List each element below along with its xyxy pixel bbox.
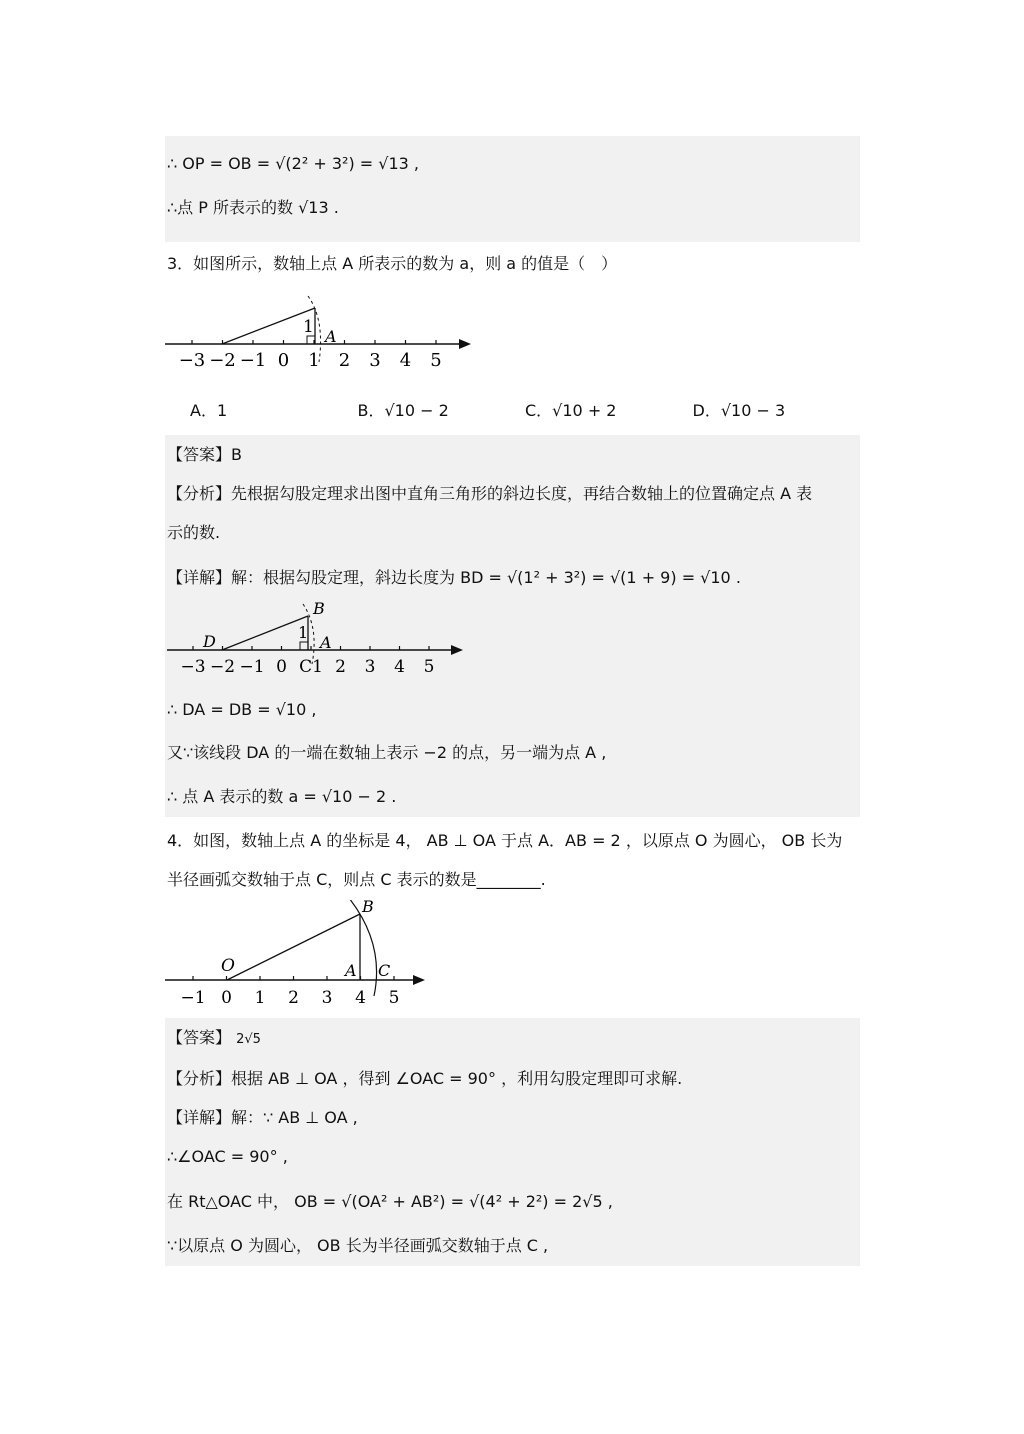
label-point-o: O (221, 956, 235, 976)
label-one: 1 (298, 623, 309, 642)
tick-label: 4 (394, 657, 405, 677)
label-point-a: A (345, 961, 357, 980)
choice-a[interactable]: A．1 (190, 401, 228, 420)
answer-line (167, 1028, 860, 1050)
solution-block-3 (165, 1018, 860, 1266)
tick-label: 2 (338, 350, 351, 371)
solution-line: ∴ 点 A 表示的数 a = √10 − 2 . (167, 787, 397, 806)
analysis-line-2: 示的数. (167, 523, 221, 542)
detail-line: 【详解】解：根据勾股定理，斜边长度为 BD = √(1² + 3²) = √(1 + 9) = √10 . (167, 568, 741, 587)
label-one: 1 (303, 317, 314, 337)
solution-block-2 (165, 435, 860, 817)
tick-label: 1 (308, 350, 320, 371)
solution-line: ∴∠OAC = 90° , (167, 1147, 288, 1166)
tick-label: −1 (239, 350, 267, 371)
solution-line: 又∵该线段 DA 的一端在数轴上表示 −2 的点，另一端为点 A , (167, 743, 607, 762)
tick-label: 1 (254, 988, 266, 1008)
label-point-c: C (378, 961, 391, 980)
text-line-prefix: ∴点 P 所表示的数 (167, 198, 294, 217)
solution-line: ∴ DA = DB = √10 , (167, 700, 317, 719)
tick-label: 4 (355, 988, 366, 1008)
question-4-stem-2: 半径画弧交数轴于点 C，则点 C 表示的数是________. (167, 870, 546, 889)
solution-block-1 (165, 136, 860, 242)
tick-label: −1 (180, 988, 206, 1008)
tick-label: −2 (209, 350, 236, 371)
tick-label: −3 (180, 657, 206, 677)
question-4-stem-1: 4．如图，数轴上点 A 的坐标是 4， AB ⊥ OA 于点 A．AB = 2 ，以原点 O 为圆心， OB 长为 (167, 831, 843, 850)
choice-b[interactable]: B．√10 − 2 (357, 401, 449, 420)
detail-line: 【详解】解：∵ AB ⊥ OA , (167, 1108, 358, 1127)
analysis-line-1: 【分析】先根据勾股定理求出图中直角三角形的斜边长度，再结合数轴上的位置确定点 A 表 (167, 484, 813, 503)
tick-label: C1 (299, 657, 323, 677)
question-3-stem: 3．如图所示，数轴上点 A 所表示的数为 a，则 a 的值是（ ） (167, 254, 618, 273)
tick-label: −1 (239, 657, 265, 677)
choice-d[interactable]: D．√10 − 3 (692, 401, 786, 420)
label-point-a: A (325, 327, 337, 346)
answer-value: 2√5 (236, 1032, 261, 1047)
tick-label: 0 (277, 350, 290, 371)
solution-line: 在 Rt△OAC 中， OB = √(OA² + AB²) = √(4² + 2²) = 2√5 , (167, 1192, 613, 1211)
solution-line: ∵以原点 O 为圆心， OB 长为半径画弧交数轴于点 C , (167, 1236, 549, 1255)
text-line: ∴ OP = OB = √(2² + 3²) = √13 , (167, 154, 419, 173)
text-line (167, 198, 860, 218)
analysis-line: 【分析】根据 AB ⊥ OA ，得到 ∠OAC = 90° ，利用勾股定理即可求解. (167, 1069, 683, 1088)
answer-3-figure (167, 602, 477, 686)
tick-label: 2 (288, 988, 299, 1008)
choice-c[interactable]: C．√10 + 2 (525, 401, 617, 420)
tick-label: 2 (335, 657, 346, 677)
answer-label: 【答案】B (167, 445, 242, 464)
question-4-figure (165, 900, 435, 1012)
tick-label: 5 (423, 657, 435, 677)
question-3-figure (165, 288, 485, 378)
tick-label: −2 (209, 657, 236, 677)
label-point-d: D (203, 632, 216, 651)
label-point-b: B (313, 602, 325, 618)
answer-label: 【答案】 (167, 1028, 232, 1047)
tick-label: 0 (221, 988, 232, 1008)
label-point-b: B (362, 900, 374, 916)
tick-label: 5 (430, 350, 442, 371)
document-page (165, 136, 860, 1266)
tick-label: −3 (178, 350, 206, 371)
tick-label: 3 (321, 988, 333, 1008)
label-point-a: A (320, 633, 332, 652)
question-3-choices[interactable] (165, 398, 860, 421)
tick-label: 4 (399, 350, 412, 371)
tick-label: 5 (388, 988, 400, 1008)
text-line-value: √13 . (298, 198, 339, 217)
tick-label: 0 (276, 657, 287, 677)
tick-label: 3 (369, 350, 381, 371)
tick-label: 3 (364, 657, 376, 677)
